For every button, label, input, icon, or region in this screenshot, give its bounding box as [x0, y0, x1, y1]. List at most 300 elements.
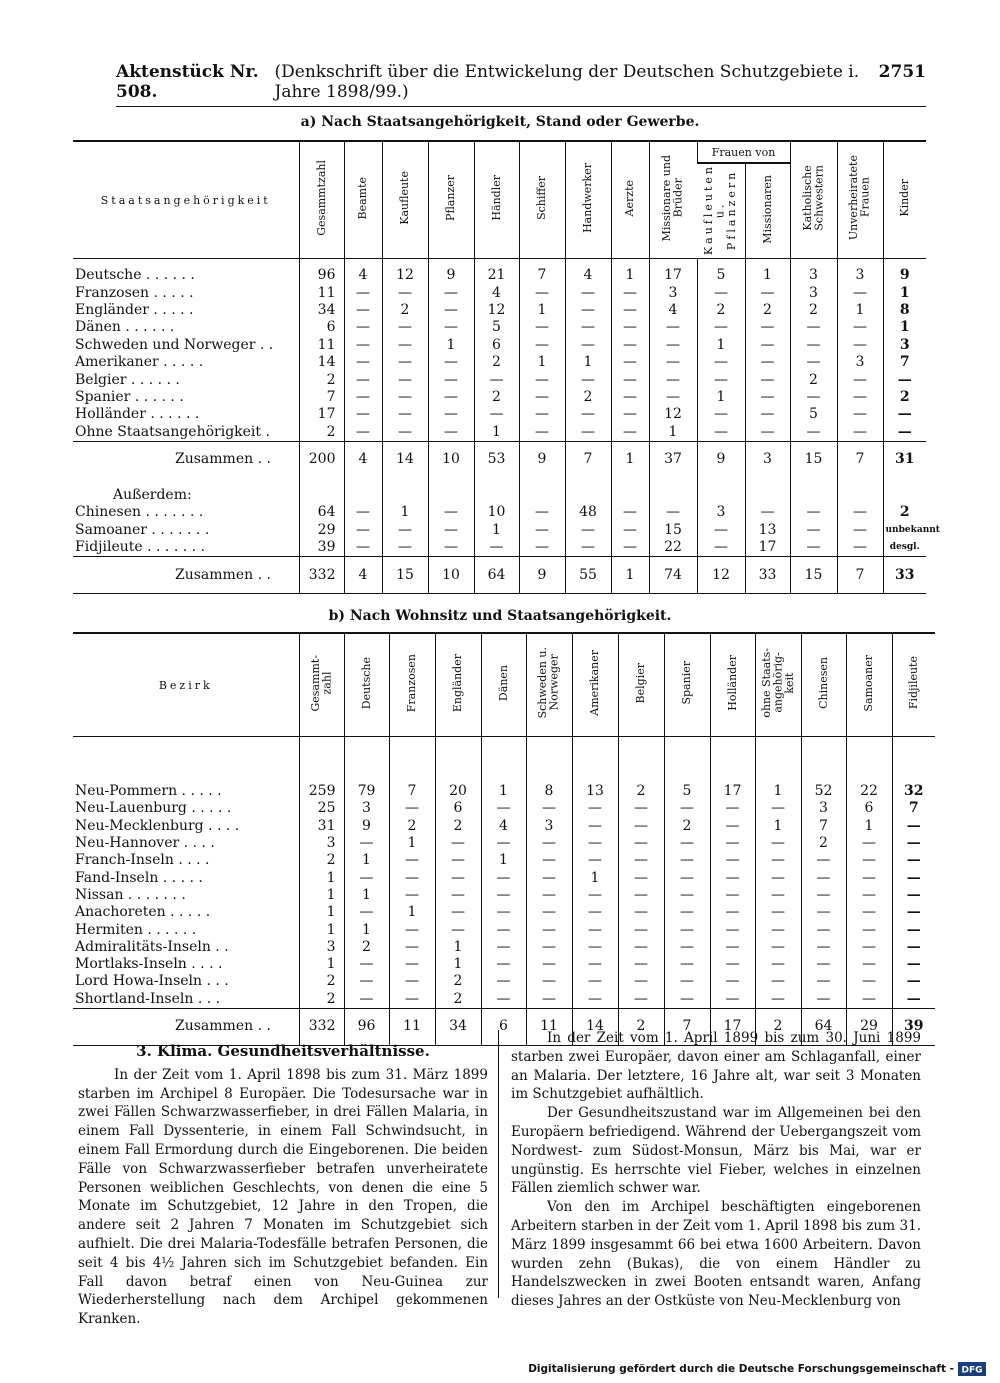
table-cell: —	[519, 337, 565, 354]
table-cell: 6	[481, 1008, 526, 1045]
table-cell: —	[837, 521, 883, 538]
table-cell: —	[710, 973, 755, 990]
row-label: Spanier . . . . . .	[75, 388, 184, 405]
table-cell: —	[481, 835, 526, 852]
table-cell: 15	[790, 441, 837, 478]
empty-cell	[565, 478, 611, 504]
table-cell: 2	[299, 991, 344, 1009]
table-cell: 74	[649, 557, 697, 594]
table-cell: 1	[299, 887, 344, 904]
text-column-right	[511, 1029, 921, 1311]
table-cell: 39	[892, 1008, 935, 1045]
table-cell: 10	[474, 504, 519, 521]
table-cell: 7	[837, 557, 883, 594]
table-cell: 1	[389, 904, 435, 921]
table-cell: 1	[846, 818, 892, 835]
table-cell: 13	[745, 521, 790, 538]
table-cell: 2	[299, 852, 344, 869]
row-label: Belgier . . . . . .	[75, 371, 180, 388]
empty-cell	[649, 478, 697, 504]
table-cell: —	[745, 284, 790, 301]
table-cell: 3	[883, 337, 926, 354]
table-cell: —	[846, 852, 892, 869]
table-cell: —	[389, 991, 435, 1009]
table-cell: 17	[710, 737, 755, 801]
table-cell: 2	[790, 371, 837, 388]
row-label: Amerikaner . . . . .	[75, 354, 204, 371]
table-cell: 1	[572, 869, 618, 886]
table-cell: —	[428, 424, 474, 442]
column-header: Belgier	[634, 662, 648, 704]
table-cell: 1	[745, 259, 790, 285]
table-cell: —	[883, 424, 926, 442]
table-cell: —	[611, 539, 649, 557]
row-label: Fand-Inseln . . . . .	[75, 869, 203, 886]
group-header-frauen-von: Frauen von	[697, 141, 790, 163]
table-cell: —	[565, 406, 611, 423]
table-cell: —	[710, 835, 755, 852]
table-cell: —	[519, 389, 565, 406]
table-cell: 3	[344, 800, 389, 817]
table-cell: —	[892, 956, 935, 973]
table-cell: —	[428, 302, 474, 319]
table-cell: —	[755, 904, 801, 921]
table-cell: —	[382, 424, 428, 442]
table-row	[73, 504, 926, 521]
table-row	[73, 337, 926, 354]
table-cell: —	[526, 904, 572, 921]
table-cell: 12	[474, 302, 519, 319]
table-cell: —	[344, 302, 382, 319]
table-row	[73, 424, 926, 442]
row-label: Shortland-Inseln . . .	[75, 990, 221, 1007]
table-cell: —	[745, 504, 790, 521]
table-cell: —	[481, 800, 526, 817]
empty-cell	[790, 478, 837, 504]
table-cell: —	[435, 869, 481, 886]
table-cell: 32	[892, 737, 935, 801]
table-cell: —	[526, 852, 572, 869]
table-cell: 2	[435, 991, 481, 1009]
table-cell: 20	[435, 737, 481, 801]
table-cell: —	[611, 284, 649, 301]
table-cell: 13	[572, 737, 618, 801]
table-cell: —	[344, 284, 382, 301]
table-cell: —	[755, 835, 801, 852]
table-row	[73, 737, 935, 801]
table-cell: —	[745, 371, 790, 388]
running-head	[116, 62, 926, 107]
table-cell: —	[846, 904, 892, 921]
table-cell: 332	[299, 557, 344, 594]
table-cell: —	[618, 921, 664, 938]
table-cell: —	[837, 406, 883, 423]
table-cell: —	[664, 921, 710, 938]
table-row	[73, 354, 926, 371]
table-cell: 48	[565, 504, 611, 521]
table-cell: —	[344, 835, 389, 852]
table-cell: —	[572, 973, 618, 990]
table-cell: —	[565, 302, 611, 319]
table-cell: 332	[299, 1008, 344, 1045]
table-cell: —	[745, 354, 790, 371]
table-cell: —	[428, 319, 474, 336]
empty-cell	[519, 478, 565, 504]
table-cell: 22	[846, 737, 892, 801]
table-cell: 2	[790, 302, 837, 319]
table-cell: —	[755, 991, 801, 1009]
row-label: Neu-Mecklenburg . . . .	[75, 817, 240, 834]
table-cell: —	[664, 852, 710, 869]
table-cell: 33	[883, 557, 926, 594]
table-cell: 1	[649, 424, 697, 442]
table-cell: —	[572, 991, 618, 1009]
table-cell: —	[697, 284, 745, 301]
table-district-nationality	[73, 632, 935, 1046]
table-cell: 9	[344, 818, 389, 835]
table-cell: —	[649, 354, 697, 371]
table-b-title: b) Nach Wohnsitz und Staatsangehörigkeit.	[328, 608, 672, 624]
table-cell: —	[572, 818, 618, 835]
table-cell: 53	[474, 441, 519, 478]
table-row	[73, 852, 935, 869]
subheading-row	[73, 478, 926, 504]
table-cell: 4	[344, 441, 382, 478]
empty-cell	[883, 478, 926, 504]
column-header: Franzosen	[405, 653, 419, 713]
table-cell: 1	[837, 302, 883, 319]
table-cell: —	[846, 921, 892, 938]
table-cell: —	[618, 869, 664, 886]
table-cell: —	[565, 337, 611, 354]
table-cell: —	[526, 921, 572, 938]
table-cell: —	[745, 337, 790, 354]
table-cell: 29	[299, 521, 344, 538]
table-cell: 2	[755, 1008, 801, 1045]
table-cell: 7	[801, 818, 846, 835]
column-header: Katholische Schwestern	[800, 165, 826, 231]
table-cell: —	[572, 835, 618, 852]
table-cell: —	[801, 904, 846, 921]
table-cell: 39	[299, 539, 344, 557]
table-cell: —	[389, 852, 435, 869]
table-cell: 4	[344, 259, 382, 285]
table-cell: —	[892, 835, 935, 852]
table-a-title: a) Nach Staatsangehörigkeit, Stand oder Gewerbe.	[300, 114, 700, 130]
table-cell: 2	[435, 973, 481, 990]
row-label: Neu-Lauenburg . . . . .	[75, 800, 232, 817]
table-cell: —	[697, 354, 745, 371]
table-row	[73, 521, 926, 538]
column-header-staatsangehoerigkeit: Staatsangehörigkeit	[73, 141, 299, 259]
table-cell: —	[611, 389, 649, 406]
table-cell: 29	[846, 1008, 892, 1045]
table-cell: 11	[526, 1008, 572, 1045]
table-cell: 15	[382, 557, 428, 594]
table-cell: —	[481, 887, 526, 904]
table-cell: —	[481, 869, 526, 886]
table-cell: 1	[697, 337, 745, 354]
table-cell: 2	[883, 389, 926, 406]
table-cell: —	[846, 973, 892, 990]
table-cell: —	[618, 800, 664, 817]
table-cell: 4	[649, 302, 697, 319]
table-cell: 9	[697, 441, 745, 478]
table-cell: —	[846, 887, 892, 904]
table-cell: —	[649, 504, 697, 521]
table-cell: 1	[883, 284, 926, 301]
table-cell: —	[344, 869, 389, 886]
column-header: Handwerker	[581, 163, 595, 233]
table-cell: —	[565, 424, 611, 442]
table-cell: 9	[519, 441, 565, 478]
table-cell: —	[892, 991, 935, 1009]
table-cell: —	[664, 973, 710, 990]
table-cell: —	[572, 921, 618, 938]
table-cell: 2	[474, 354, 519, 371]
table-cell: —	[745, 319, 790, 336]
table-cell: 2	[618, 737, 664, 801]
table-cell: —	[664, 887, 710, 904]
row-label: Franzosen . . . . .	[75, 284, 194, 301]
table-cell: 1	[611, 259, 649, 285]
table-cell: —	[611, 319, 649, 336]
table-row	[73, 973, 935, 990]
table-cell: 1	[299, 956, 344, 973]
table-cell: —	[710, 939, 755, 956]
table-cell: —	[697, 521, 745, 538]
empty-cell	[344, 478, 382, 504]
table-cell: —	[389, 973, 435, 990]
table-cell: —	[344, 521, 382, 538]
table-cell: —	[755, 921, 801, 938]
table-row	[73, 800, 935, 817]
table-cell: —	[526, 956, 572, 973]
table-cell: —	[611, 406, 649, 423]
table-cell: —	[565, 284, 611, 301]
table-cell: 11	[299, 337, 344, 354]
table-cell: 7	[519, 259, 565, 285]
table-cell: 17	[649, 259, 697, 285]
empty-cell	[611, 478, 649, 504]
table-cell: unbekannt	[883, 521, 926, 538]
table-cell: —	[428, 371, 474, 388]
column-header: ohne Staats- angehörig- keit	[759, 648, 796, 718]
row-label: Franch-Inseln . . . .	[75, 852, 210, 869]
table-cell: —	[526, 991, 572, 1009]
table-cell: 2	[883, 504, 926, 521]
row-label: Samoaner . . . . . . .	[75, 521, 210, 538]
table-cell: 64	[801, 1008, 846, 1045]
table-cell: —	[892, 852, 935, 869]
table-cell: 64	[299, 504, 344, 521]
table-cell: 14	[572, 1008, 618, 1045]
table-row	[73, 956, 935, 973]
table-cell: 1	[755, 818, 801, 835]
table-cell: 6	[846, 800, 892, 817]
column-header: Gesammtzahl	[314, 160, 328, 236]
table-row	[73, 406, 926, 423]
table-cell: 2	[435, 818, 481, 835]
table-cell: 4	[481, 818, 526, 835]
table-cell: —	[892, 973, 935, 990]
table-cell: —	[474, 539, 519, 557]
table-cell: —	[526, 800, 572, 817]
column-header: Schweden u. Norweger	[536, 647, 561, 719]
table-row	[73, 921, 935, 938]
table-cell: 1	[389, 835, 435, 852]
table-row	[73, 319, 926, 336]
empty-cell	[697, 478, 745, 504]
table-row	[73, 557, 926, 594]
table-cell: 31	[883, 441, 926, 478]
table-row	[73, 887, 935, 904]
table-cell: —	[755, 887, 801, 904]
table-cell: —	[611, 424, 649, 442]
table-cell: 1	[474, 424, 519, 442]
table-cell: 3	[299, 835, 344, 852]
table-cell: —	[344, 337, 382, 354]
table-cell: —	[801, 921, 846, 938]
table-cell: 21	[474, 259, 519, 285]
table-cell: —	[664, 835, 710, 852]
table-cell: 1	[481, 852, 526, 869]
table-cell: 4	[474, 284, 519, 301]
column-header: Aerzte	[623, 179, 637, 217]
table-cell: —	[526, 835, 572, 852]
table-cell: —	[790, 521, 837, 538]
table-cell: 4	[565, 259, 611, 285]
table-cell: —	[846, 835, 892, 852]
table-cell: 10	[428, 557, 474, 594]
table-cell: —	[428, 521, 474, 538]
table-cell: 8	[883, 302, 926, 319]
table-cell: —	[344, 991, 389, 1009]
table-cell: —	[801, 852, 846, 869]
table-cell: 1	[428, 337, 474, 354]
table-cell: —	[428, 406, 474, 423]
empty-cell	[745, 478, 790, 504]
table-cell: —	[892, 818, 935, 835]
table-cell: —	[344, 424, 382, 442]
table-cell: 2	[618, 1008, 664, 1045]
column-header: Chinesen	[816, 657, 830, 709]
row-label: Holländer . . . . . .	[75, 406, 200, 423]
credit-text: Digitalisierung gefördert durch die Deutsche Forschungsgemeinschaft -	[528, 1363, 954, 1375]
table-cell: —	[572, 939, 618, 956]
table-cell: —	[344, 389, 382, 406]
table-cell: —	[474, 406, 519, 423]
table-cell: —	[755, 869, 801, 886]
page-number: 2751	[878, 62, 926, 82]
table-cell: 22	[649, 539, 697, 557]
table-cell: —	[344, 973, 389, 990]
table-cell: desgl.	[883, 539, 926, 557]
table-cell: 64	[474, 557, 519, 594]
table-cell: —	[697, 539, 745, 557]
table-cell: —	[389, 869, 435, 886]
table-cell: —	[389, 939, 435, 956]
table-cell: —	[611, 354, 649, 371]
table-cell: —	[846, 956, 892, 973]
empty-cell	[837, 478, 883, 504]
table-cell: —	[664, 991, 710, 1009]
table-cell: —	[572, 904, 618, 921]
table-cell: —	[790, 504, 837, 521]
table-row	[73, 835, 935, 852]
table-cell: —	[519, 371, 565, 388]
table-cell: —	[837, 539, 883, 557]
column-header: Holländer	[725, 655, 739, 711]
table-row	[73, 904, 935, 921]
table-cell: 37	[649, 441, 697, 478]
table-cell: —	[837, 337, 883, 354]
empty-cell	[299, 478, 344, 504]
table-row	[73, 991, 935, 1009]
table-cell: —	[801, 991, 846, 1009]
table-cell: 2	[299, 973, 344, 990]
table-cell: —	[344, 504, 382, 521]
table-cell: —	[382, 284, 428, 301]
table-cell: —	[428, 389, 474, 406]
table-cell: —	[618, 835, 664, 852]
table-cell: 96	[299, 259, 344, 285]
table-cell: —	[526, 869, 572, 886]
table-cell: —	[389, 956, 435, 973]
paragraph: In der Zeit vom 1. April 1899 bis zum 30. Juni 1899 starben zwei Europäer, davon einer am Schlaganfall, einer an Malaria. Der letztere, 16 Jahre alt, war seit 3 Monaten im Schutzgebiet aufhältlich.	[511, 1030, 921, 1103]
table-cell: 6	[435, 800, 481, 817]
empty-cell	[428, 478, 474, 504]
footer-credit	[528, 1362, 986, 1376]
table-cell: 4	[344, 557, 382, 594]
table-cell: 1	[519, 354, 565, 371]
table-cell: —	[710, 818, 755, 835]
table-cell: —	[481, 991, 526, 1009]
table-cell: —	[790, 539, 837, 557]
table-cell: —	[611, 521, 649, 538]
table-cell: —	[846, 991, 892, 1009]
table-cell: —	[837, 319, 883, 336]
column-divider	[498, 1030, 499, 1298]
column-header: Engländer	[451, 653, 465, 713]
table-cell: —	[697, 371, 745, 388]
table-cell: —	[481, 904, 526, 921]
table-cell: 55	[565, 557, 611, 594]
table-cell: 1	[344, 921, 389, 938]
table-cell: 5	[790, 406, 837, 423]
table-cell: 17	[299, 406, 344, 423]
table-cell: —	[382, 389, 428, 406]
table-cell: —	[428, 539, 474, 557]
table-cell: 12	[382, 259, 428, 285]
table-cell: —	[435, 904, 481, 921]
table-cell: 5	[664, 737, 710, 801]
table-cell: —	[755, 800, 801, 817]
column-header: Missionaren	[760, 174, 774, 244]
table-cell: —	[428, 504, 474, 521]
table-cell: —	[790, 337, 837, 354]
table-cell: 2	[565, 389, 611, 406]
table-cell: —	[519, 319, 565, 336]
table-cell: —	[519, 504, 565, 521]
table-cell: 31	[299, 818, 344, 835]
table-cell: 2	[344, 939, 389, 956]
table-cell: 11	[389, 1008, 435, 1045]
table-cell: —	[892, 869, 935, 886]
table-cell: 3	[299, 939, 344, 956]
table-row	[73, 284, 926, 301]
table-cell: —	[618, 887, 664, 904]
